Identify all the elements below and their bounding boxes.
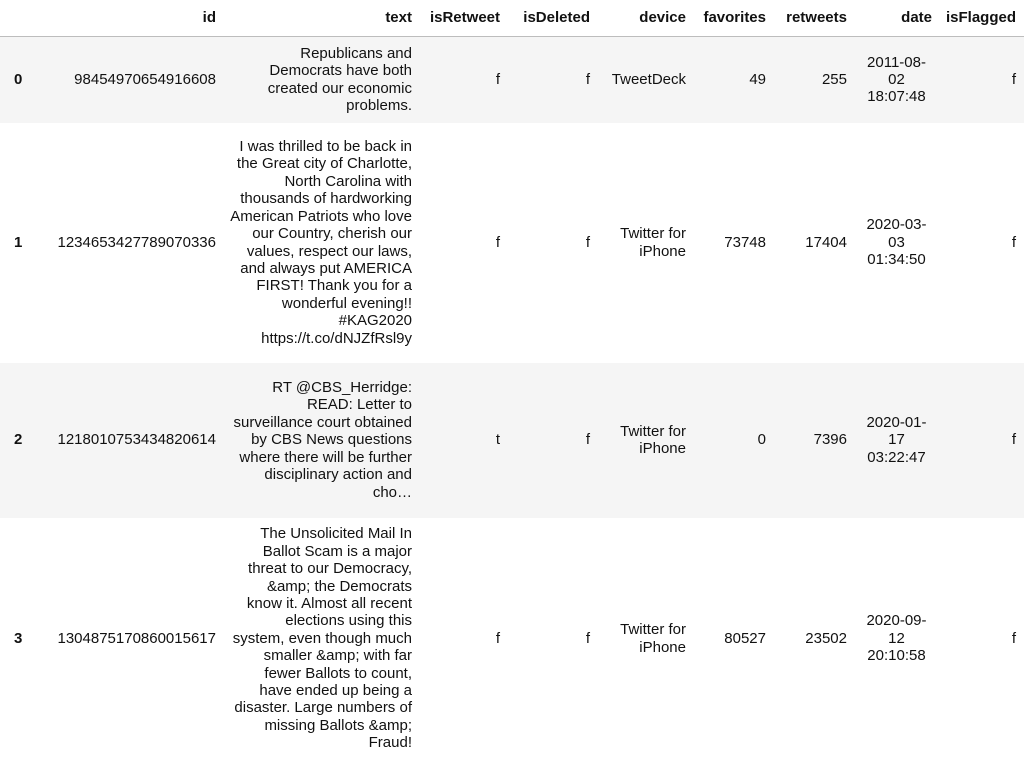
- column-header-isdeleted: isDeleted: [508, 0, 598, 37]
- cell-isretweet: t: [495, 431, 500, 449]
- cell-isretweet: f: [495, 71, 500, 89]
- cell-text: RT @CBS_Herridge: READ: Letter to surveillance court obtained by CBS News questions where there will be further disciplinary action and cho…: [233, 379, 412, 501]
- table-row: [0, 37, 1024, 123]
- column-header-id: id: [38, 0, 224, 37]
- cell-isdeleted: f: [585, 629, 590, 647]
- column-header-date: date: [855, 0, 940, 37]
- table-row: [0, 123, 1024, 363]
- table-row: [0, 363, 1024, 518]
- cell-date: 2020-03-03 01:34:50: [866, 216, 927, 269]
- table-header: [0, 0, 1024, 37]
- cell-id: 98454970654916608: [74, 71, 216, 89]
- header-row: [0, 0, 1024, 37]
- cell-isflagged: f: [1011, 629, 1016, 647]
- cell-device: TweetDeck: [611, 71, 686, 89]
- cell-isflagged: f: [1011, 71, 1016, 89]
- cell-isdeleted: f: [585, 431, 590, 449]
- column-header-favorites: favorites: [694, 0, 774, 37]
- cell-isdeleted: f: [585, 71, 590, 89]
- cell-isretweet: f: [495, 629, 500, 647]
- cell-retweets: 255: [821, 71, 847, 89]
- column-header-index: [0, 0, 38, 37]
- cell-isflagged: f: [1011, 431, 1016, 449]
- table-body: [0, 37, 1024, 760]
- cell-id: 1304875170860015617: [57, 629, 216, 647]
- column-header-retweets: retweets: [774, 0, 855, 37]
- cell-date: 2020-09-12 20:10:58: [866, 612, 927, 665]
- row-index: 2: [14, 431, 23, 449]
- row-index: 3: [14, 629, 23, 647]
- cell-text: I was thrilled to be back in the Great city of Charlotte, North Carolina with thousands of hardworking American Patriots who love our Country, cherish our values, respect our laws, and always put AMERICA FIRST! Thank you for a wonderful evening!! #KAG2020 https://t.co/dNJZfRsl9y: [230, 138, 412, 347]
- cell-retweets: 23502: [805, 629, 847, 647]
- cell-id: 1218010753434820614: [57, 431, 216, 449]
- cell-isretweet: f: [495, 233, 500, 251]
- cell-retweets: 7396: [813, 431, 847, 449]
- cell-device: Twitter for iPhone: [620, 621, 686, 656]
- cell-text: Republicans and Democrats have both created our economic problems.: [267, 44, 412, 115]
- table-row: [0, 518, 1024, 760]
- cell-favorites: 73748: [724, 233, 766, 251]
- cell-date: 2020-01-17 03:22:47: [866, 413, 927, 466]
- column-header-isretweet: isRetweet: [420, 0, 508, 37]
- cell-favorites: 49: [749, 71, 766, 89]
- cell-id: 1234653427789070336: [57, 233, 216, 251]
- cell-favorites: 80527: [724, 629, 766, 647]
- column-header-device: device: [598, 0, 694, 37]
- cell-date: 2011-08-02 18:07:48: [867, 53, 926, 106]
- cell-device: Twitter for iPhone: [620, 225, 686, 260]
- cell-text: The Unsolicited Mail In Ballot Scam is a major threat to our Democracy, &amp; the Democrats know it. Almost all recent elections using this system, even though much smaller &amp; with far fewer Ballots to count, have ended up being a disaster. Large numbers of missing Ballots &amp; Fraud!: [232, 525, 412, 752]
- cell-isflagged: f: [1011, 233, 1016, 251]
- cell-favorites: 0: [757, 431, 766, 449]
- row-index: 1: [14, 233, 23, 251]
- cell-device: Twitter for iPhone: [620, 422, 686, 457]
- cell-isdeleted: f: [585, 233, 590, 251]
- row-index: 0: [14, 71, 23, 89]
- column-header-text: text: [224, 0, 420, 37]
- column-header-isflagged: isFlagged: [940, 0, 1024, 37]
- cell-retweets: 17404: [805, 233, 847, 251]
